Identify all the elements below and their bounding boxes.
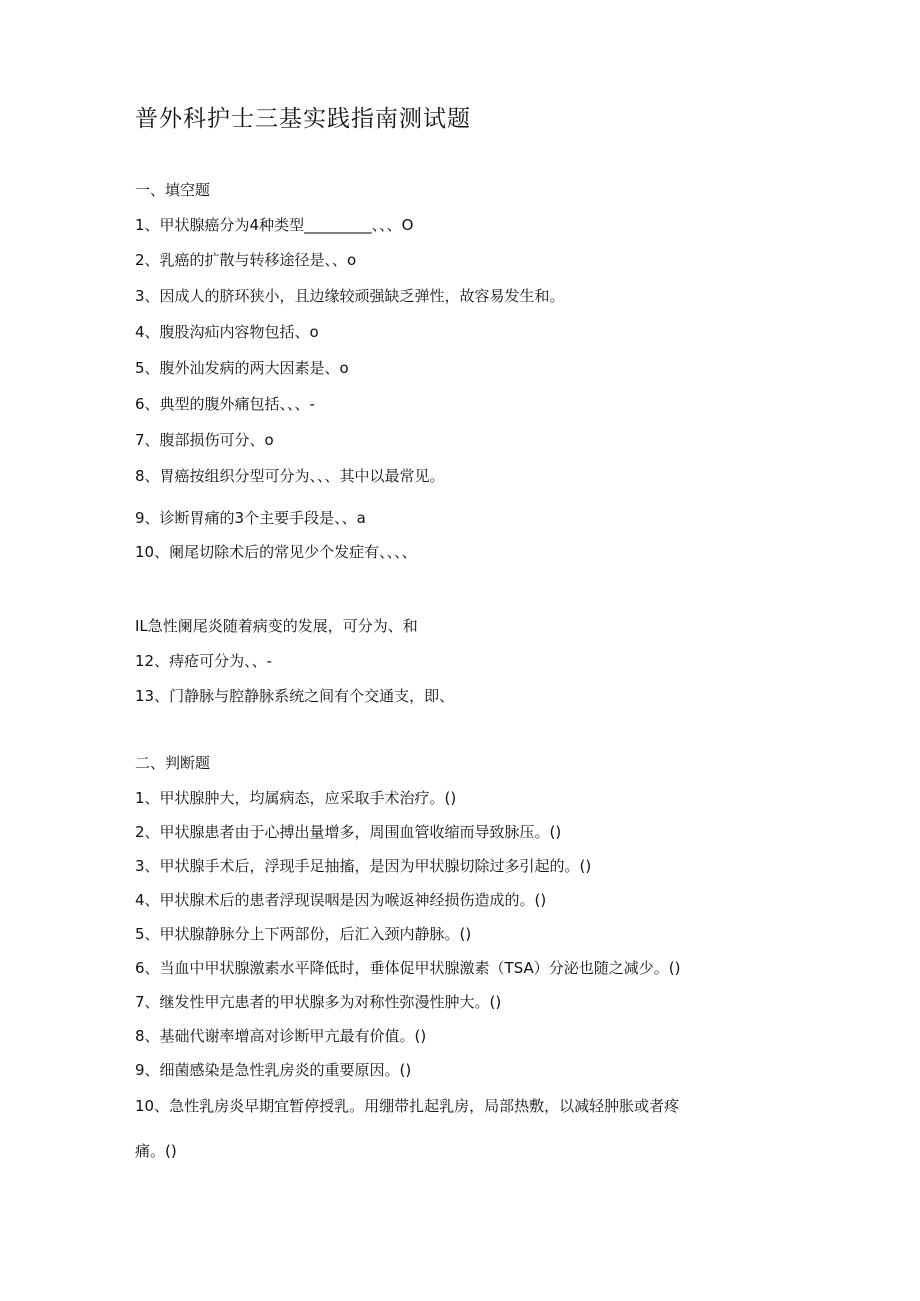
question-line: 1、甲状腺癌分为4种类型_________、、、O: [135, 216, 414, 234]
question-line: 2、乳癌的扩散与转移途径是、、o: [135, 251, 357, 269]
question-line: 2、甲状腺患者由于心搏出量增多，周围血管收缩而导致脉压。(): [135, 823, 562, 841]
question-line: 3、因成人的脐环狭小，且边缘较顽强缺乏弹性，故容易发生和。: [135, 287, 565, 305]
question-line: 5、腹外汕发病的两大因素是、o: [135, 359, 349, 377]
page-title: 普外科护士三基实践指南测试题: [135, 106, 471, 132]
section-heading-fill-in: 一、填空题: [135, 181, 211, 199]
question-line: 8、胃癌按组织分型可分为、、、其中以最常见。: [135, 467, 445, 485]
question-line: 9、诊断胃痛的3个主要手段是、、a: [135, 509, 366, 527]
question-line: 7、腹部损伤可分、o: [135, 431, 274, 449]
question-line: IL急性阑尾炎随着病变的发展，可分为、和: [135, 617, 418, 635]
question-line: 13、门静脉与腔静脉系统之间有个交通支，即、: [135, 687, 455, 705]
question-line: 3、甲状腺手术后，浮现手足抽搐，是因为甲状腺切除过多引起的。(): [135, 857, 592, 875]
question-line: 1、甲状腺肿大，均属病态，应采取手术治疗。(): [135, 789, 457, 807]
question-line: 7、继发性甲亢患者的甲状腺多为对称性弥漫性肿大。(): [135, 993, 502, 1011]
question-line-continued: 痛。(): [135, 1142, 177, 1160]
question-line: 10、急性乳房炎早期宜暂停授乳。用绷带扎起乳房，局部热敷，以减轻肿胀或者疼: [135, 1097, 680, 1115]
section-heading-true-false: 二、判断题: [135, 754, 211, 772]
question-line: 4、腹股沟疝内容物包括、o: [135, 323, 319, 341]
question-line: 6、典型的腹外痛包括、、、-: [135, 395, 315, 413]
question-line: 12、痔疮可分为、、-: [135, 652, 273, 670]
question-line: 9、细菌感染是急性乳房炎的重要原因。(): [135, 1061, 412, 1079]
question-line: 10、阑尾切除术后的常见少个发症有、、、、: [135, 543, 417, 561]
question-line: 4、甲状腺术后的患者浮现误咽是因为喉返神经损伤造成的。(): [135, 891, 547, 909]
question-line: 6、当血中甲状腺激素水平降低时，垂体促甲状腺激素（TSA）分泌也随之减少。(): [135, 959, 681, 977]
question-line: 8、基础代谢率增高对诊断甲亢最有价值。(): [135, 1027, 427, 1045]
question-line: 5、甲状腺静脉分上下两部份，后汇入颈内静脉。(): [135, 925, 472, 943]
